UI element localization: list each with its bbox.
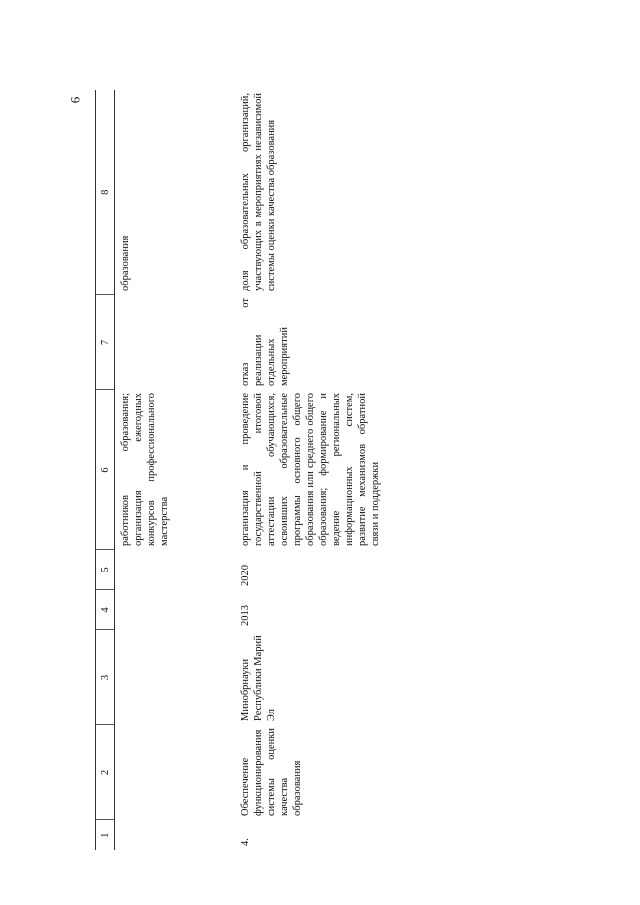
- header-col-8: 8: [96, 90, 115, 295]
- cell-start-year: 2013: [239, 605, 251, 626]
- header-col-5: 5: [96, 550, 115, 590]
- cell-prev-indicator: образования: [120, 235, 131, 291]
- page-number: 6: [67, 96, 83, 104]
- cell-title: Обеспечение функционирования системы оценки качества образования: [239, 728, 303, 816]
- cell-prev-content: работников образования; организация ежегодных конкурсов профессионального мастерства: [120, 393, 170, 546]
- rotated-table-sheet: [95, 90, 640, 850]
- header-row: [96, 90, 115, 850]
- program-table: [95, 90, 382, 850]
- table-row-continued: [115, 90, 235, 850]
- cell-content: организация и проведение государственной итоговой аттестации обучающихся, освоивших образовательные программы основного общего образования или среднего общего образования; формирование и ведение региональных информационных систем, развитие механизмов обратной связи и поддержки: [239, 393, 381, 546]
- header-col-3: 3: [96, 630, 115, 725]
- header-col-2: 2: [96, 725, 115, 820]
- cell-consequences: отказ от реализации отдельных мероприятий: [239, 298, 290, 386]
- cell-executor: Минобрнауки Республики Марий Эл: [239, 635, 277, 721]
- table-row-4: [235, 90, 382, 850]
- header-col-1: 1: [96, 820, 115, 850]
- header-col-7: 7: [96, 295, 115, 390]
- header-col-6: 6: [96, 390, 115, 550]
- cell-number: 4.: [239, 838, 251, 846]
- cell-end-year: 2020: [239, 565, 251, 586]
- header-col-4: 4: [96, 590, 115, 630]
- cell-indicators: доля образовательных организаций, участвующих в мероприятиях независимой системы оценки качества образования: [239, 93, 277, 291]
